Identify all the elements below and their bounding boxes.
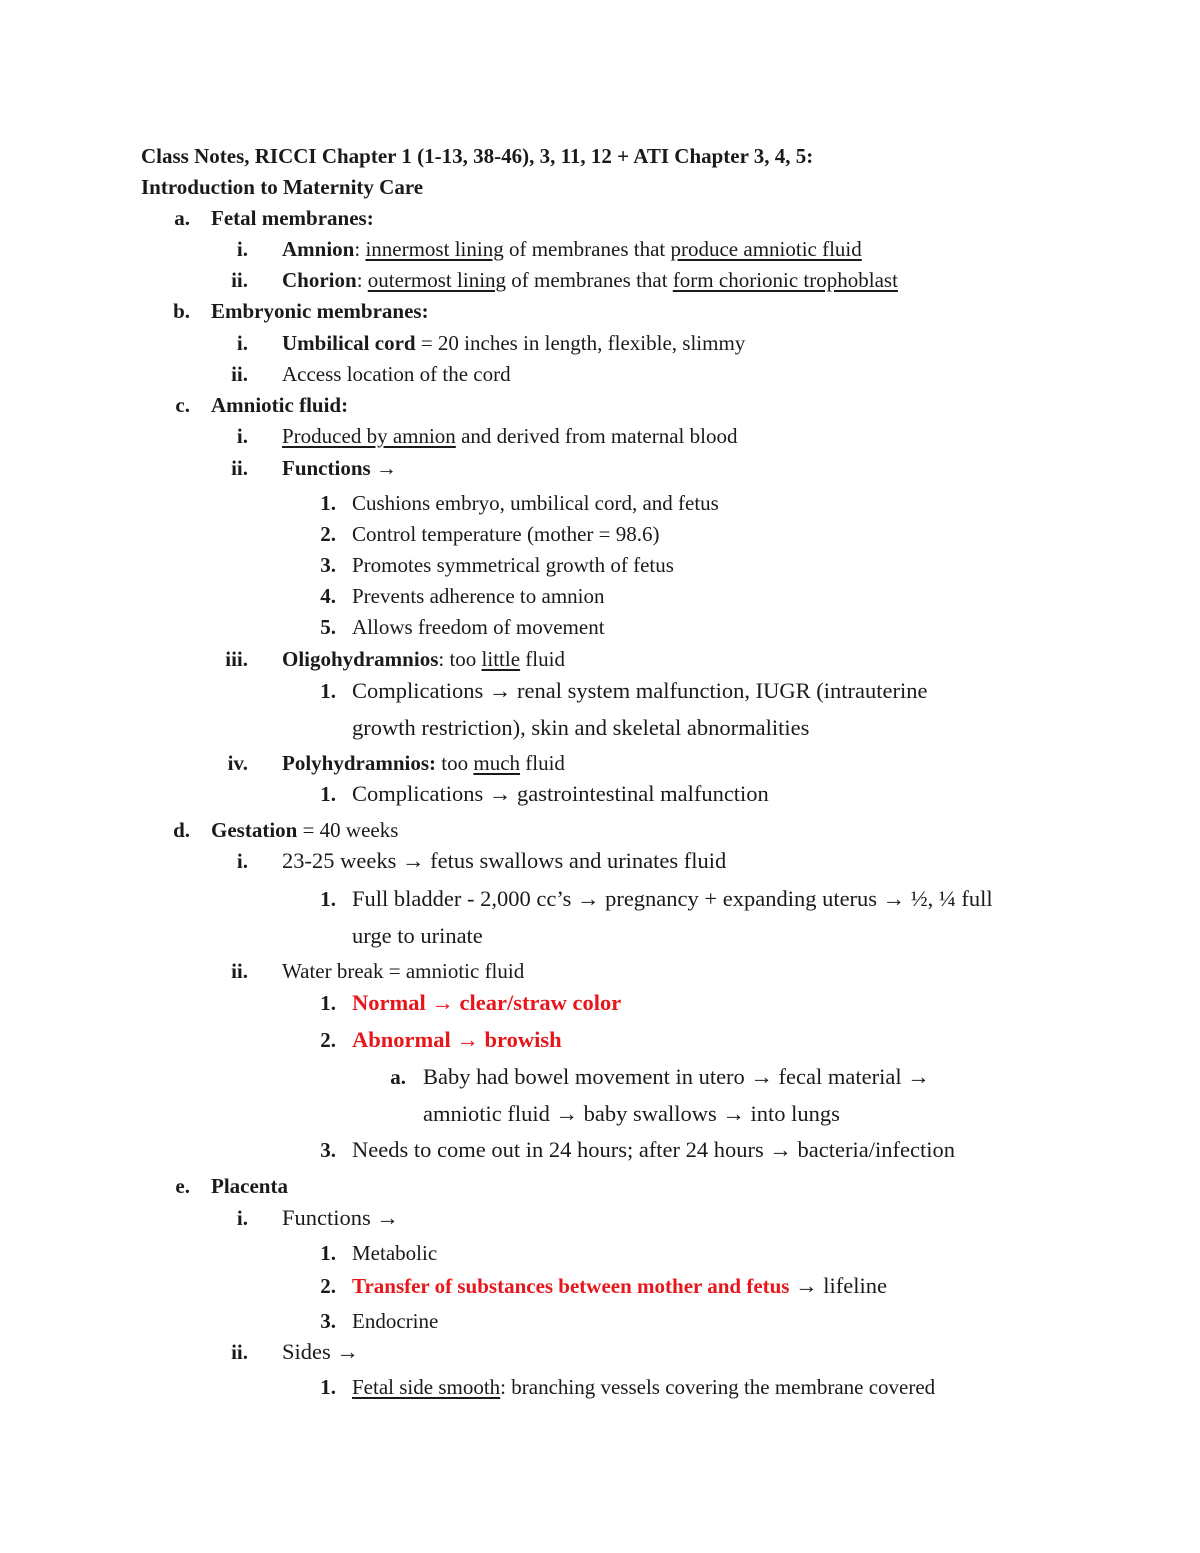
endocrine-text: Endocrine	[352, 1309, 439, 1333]
function-3-text: Promotes symmetrical growth of fetus	[352, 553, 674, 577]
normal-fluid-text: Normal → clear/straw color	[352, 990, 622, 1015]
section-a-marker: a.	[174, 206, 190, 230]
chorion-item: Chorion: outermost lining of membranes that form chorionic trophoblast	[282, 268, 898, 292]
needs-out-text: Needs to come out in 24 hours; after 24 hours → bacteria/infection	[352, 1137, 955, 1162]
function-5-text: Allows freedom of movement	[352, 615, 605, 639]
full-bladder-line-2: urge to urinate	[352, 923, 483, 948]
water-break-item: Water break = amniotic fluid	[282, 959, 525, 983]
section-c-i-marker: i.	[236, 424, 248, 448]
full-bladder-line-1: Full bladder - 2,000 cc’s → pregnancy + expanding uterus → ½, ¼ full	[352, 886, 993, 911]
function-2-text: Control temperature (mother = 98.6)	[352, 522, 660, 546]
transfer-item: Transfer of substances between mother and fetus → lifeline	[352, 1273, 887, 1298]
oligo-complication-line-2: growth restriction), skin and skeletal abnormalities	[352, 715, 810, 740]
normal-marker: 1.	[320, 991, 336, 1015]
function-2-marker: 2.	[320, 522, 336, 546]
fetal-side-item: Fetal side smooth: branching vessels covering the membrane covered	[352, 1375, 936, 1399]
function-1-text: Cushions embryo, umbilical cord, and fetus	[352, 491, 719, 515]
document-title-line-2: Introduction to Maternity Care	[141, 175, 424, 199]
function-4-text: Prevents adherence to amnion	[352, 584, 605, 608]
umbilical-cord-item: Umbilical cord = 20 inches in length, flexible, slimmy	[282, 331, 746, 355]
section-a-ii-marker: ii.	[231, 268, 248, 292]
functions-label: Functions →	[282, 456, 397, 480]
function-4-marker: 4.	[320, 584, 336, 608]
produced-by-amnion-item: Produced by amnion and derived from maternal blood	[282, 424, 738, 448]
section-c-heading: Amniotic fluid:	[211, 393, 349, 417]
section-b-heading: Embryonic membranes:	[211, 299, 429, 323]
abnormal-marker: 2.	[320, 1028, 336, 1052]
access-location-item: Access location of the cord	[282, 362, 511, 386]
section-e-i-marker: i.	[236, 1206, 248, 1230]
section-d-ii-marker: ii.	[231, 959, 248, 983]
section-a-heading: Fetal membranes:	[211, 206, 374, 230]
section-c-ii-marker: ii.	[231, 456, 248, 480]
placenta-functions-label: Functions →	[282, 1205, 399, 1230]
fetal-side-marker: 1.	[320, 1375, 336, 1399]
endocrine-marker: 3.	[320, 1309, 336, 1333]
section-b-marker: b.	[173, 299, 190, 323]
function-1-marker: 1.	[320, 491, 336, 515]
section-d-marker: d.	[173, 818, 190, 842]
section-b-ii-marker: ii.	[231, 362, 248, 386]
section-c-iii-marker: iii.	[225, 647, 248, 671]
section-e-ii-marker: ii.	[231, 1340, 248, 1364]
section-e-marker: e.	[175, 1174, 190, 1198]
abnormal-fluid-text: Abnormal → browish	[352, 1027, 562, 1052]
polyhydramnios-item: Polyhydramnios: too much fluid	[282, 751, 565, 775]
oligo-complication-line-1: Complications → renal system malfunction, IUGR (intrauterine	[352, 678, 928, 703]
section-c-iv-marker: iv.	[227, 751, 248, 775]
oligo-complication-marker: 1.	[320, 679, 336, 703]
function-5-marker: 5.	[320, 615, 336, 639]
poly-complication-marker: 1.	[320, 782, 336, 806]
section-b-i-marker: i.	[236, 331, 248, 355]
section-c-marker: c.	[175, 393, 190, 417]
section-d-i-marker: i.	[236, 849, 248, 873]
metabolic-marker: 1.	[320, 1241, 336, 1265]
bowel-movement-line-2: amniotic fluid → baby swallows → into lungs	[423, 1101, 840, 1126]
weeks-23-25-item: 23-25 weeks → fetus swallows and urinates fluid	[282, 848, 727, 873]
section-e-heading: Placenta	[211, 1174, 288, 1198]
gestation-item: Gestation = 40 weeks	[211, 818, 399, 842]
function-3-marker: 3.	[320, 553, 336, 577]
amnion-item: Amnion: innermost lining of membranes that produce amniotic fluid	[282, 237, 862, 261]
section-a-i-marker: i.	[236, 237, 248, 261]
bowel-movement-line-1: Baby had bowel movement in utero → fecal material →	[423, 1064, 930, 1089]
bowel-movement-marker: a.	[390, 1065, 406, 1089]
poly-complication-text: Complications → gastrointestinal malfunction	[352, 781, 769, 806]
oligohydramnios-item: Oligohydramnios: too little fluid	[282, 647, 565, 671]
full-bladder-marker: 1.	[320, 887, 336, 911]
sides-label: Sides →	[282, 1339, 359, 1364]
document-title-line-1: Class Notes, RICCI Chapter 1 (1-13, 38-46), 3, 11, 12 + ATI Chapter 3, 4, 5:	[141, 144, 814, 168]
transfer-marker: 2.	[320, 1274, 336, 1298]
metabolic-text: Metabolic	[352, 1241, 438, 1265]
needs-out-marker: 3.	[320, 1138, 336, 1162]
